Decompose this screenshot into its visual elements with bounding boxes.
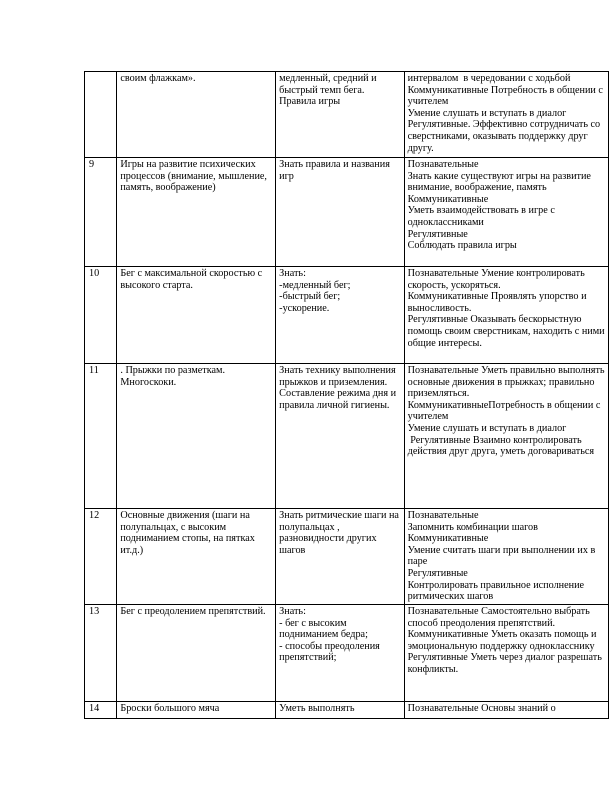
table-row [85, 72, 609, 158]
skills-line: Познавательные Самостоятельно выбрать способ преодоления препятствий. [407, 606, 593, 629]
skills-line: Коммуникативные [407, 193, 489, 205]
topic-cell: своим флажкам». [117, 72, 276, 158]
skills-line: Соблюдать правила игры [407, 240, 517, 252]
skills-line: Умение слушать и вступать в диалог [407, 107, 567, 119]
knowledge-text: Знать: -медленный бег; -быстрый бег; -ускорение. [279, 268, 351, 314]
row-number-cell: 12 [85, 509, 117, 605]
skills-line: Запомнить комбинации шагов [407, 521, 538, 533]
topic-cell: Игры на развитие психических процессов (внимание, мышление, память, воображение) [117, 158, 276, 267]
skills-line: Коммуникативные Проявлять упорство и выносливость. [407, 291, 590, 314]
skills-line: Коммуникативные Потребность в общении с учителем [407, 84, 606, 108]
topic-cell: Броски большого мяча [117, 702, 276, 719]
skills-cell [404, 158, 608, 267]
knowledge-cell [276, 267, 404, 364]
skills-line: Познавательные Умение контролировать скорость, ускоряться. [407, 268, 588, 291]
knowledge-cell: медленный, средний и быстрый темп бега. Правила игры [276, 72, 404, 158]
skills-line: Познавательные Основы знаний о [407, 703, 556, 714]
row-number-cell [85, 72, 117, 158]
table-row [85, 605, 609, 702]
topic-cell: . Прыжки по разметкам. Многоскоки. [117, 364, 276, 509]
skills-line: Познавательные [407, 510, 479, 521]
skills-line: Регулятивные Взаимно контролировать действия друг друга, уметь договариваться [407, 434, 595, 458]
row-number-cell: 14 [85, 702, 117, 719]
row-number-cell: 9 [85, 158, 117, 267]
skills-cell [404, 72, 608, 158]
skills-line: Регулятивные [407, 228, 468, 240]
row-number-cell: 11 [85, 364, 117, 509]
skills-line: Умение считать шаги при выполнении их в паре [407, 544, 598, 568]
skills-line: Регулятивные Уметь через диалог разрешать конфликты. [407, 652, 605, 675]
topic-cell: Бег с максимальной скоростью с высокого старта. [117, 267, 276, 364]
skills-cell [404, 509, 608, 605]
topic-cell: Основные движения (шаги на полупальцах, с высоким подниманием стопы, на пятках ит.д.) [117, 509, 276, 605]
skills-cell [404, 364, 608, 509]
skills-line: Контролировать правильное исполнение ритмических шагов [407, 579, 587, 603]
skills-cell [404, 702, 608, 719]
table-row [85, 267, 609, 364]
skills-line: Познавательные Уметь правильно выполнять основные движения в прыжках; правильно приземляться. [407, 365, 608, 400]
skills-line: Умение слушать и вступать в диалог [407, 422, 567, 434]
topic-cell: Бег с преодолением препятствий. [117, 605, 276, 702]
table-row [85, 702, 609, 719]
knowledge-text: Знать: - бег с высоким подниманием бедра; - способы преодоления препятствий; [279, 606, 380, 664]
knowledge-cell: Знать технику выполнения прыжков и приземления. Составление режима дня и правила личной гигиены. [276, 364, 404, 509]
knowledge-cell: Уметь выполнять [276, 702, 404, 719]
table-row [85, 364, 609, 509]
skills-cell [404, 605, 608, 702]
row-number-cell: 13 [85, 605, 117, 702]
skills-line: КоммуникативныеПотребность в общении с учителем [407, 399, 603, 423]
knowledge-cell: Знать правила и названия игр [276, 158, 404, 267]
knowledge-cell: Знать ритмические шаги на полупальцах , разновидности других шагов [276, 509, 404, 605]
skills-line: Регулятивные. Эффективно сотрудничать со сверстниками, оказывать поддержку друг другу. [407, 119, 603, 154]
lesson-plan-table [84, 71, 609, 719]
skills-line: Уметь взаимодействовать в игре с одноклассниками [407, 205, 558, 228]
skills-line: Коммуникативные Уметь оказать помощь и эмоциональную поддержку однокласснику [407, 629, 600, 652]
skills-line: интервалом в чередовании с ходьбой [407, 73, 571, 84]
knowledge-cell [276, 605, 404, 702]
table-row [85, 158, 609, 267]
skills-line: Коммуникативные [407, 533, 489, 545]
skills-line: Познавательные [407, 159, 479, 170]
table-row [85, 509, 609, 605]
table-body [85, 72, 609, 719]
skills-cell [404, 267, 608, 364]
row-number-cell: 10 [85, 267, 117, 364]
skills-line: Знать какие существуют игры на развитие внимание, воображение, память [407, 170, 594, 194]
skills-line: Регулятивные [407, 567, 468, 579]
skills-line: Регулятивные Оказывать бескорыстную помощь своим сверстникам, находить с ними общие интересы. [407, 314, 608, 349]
